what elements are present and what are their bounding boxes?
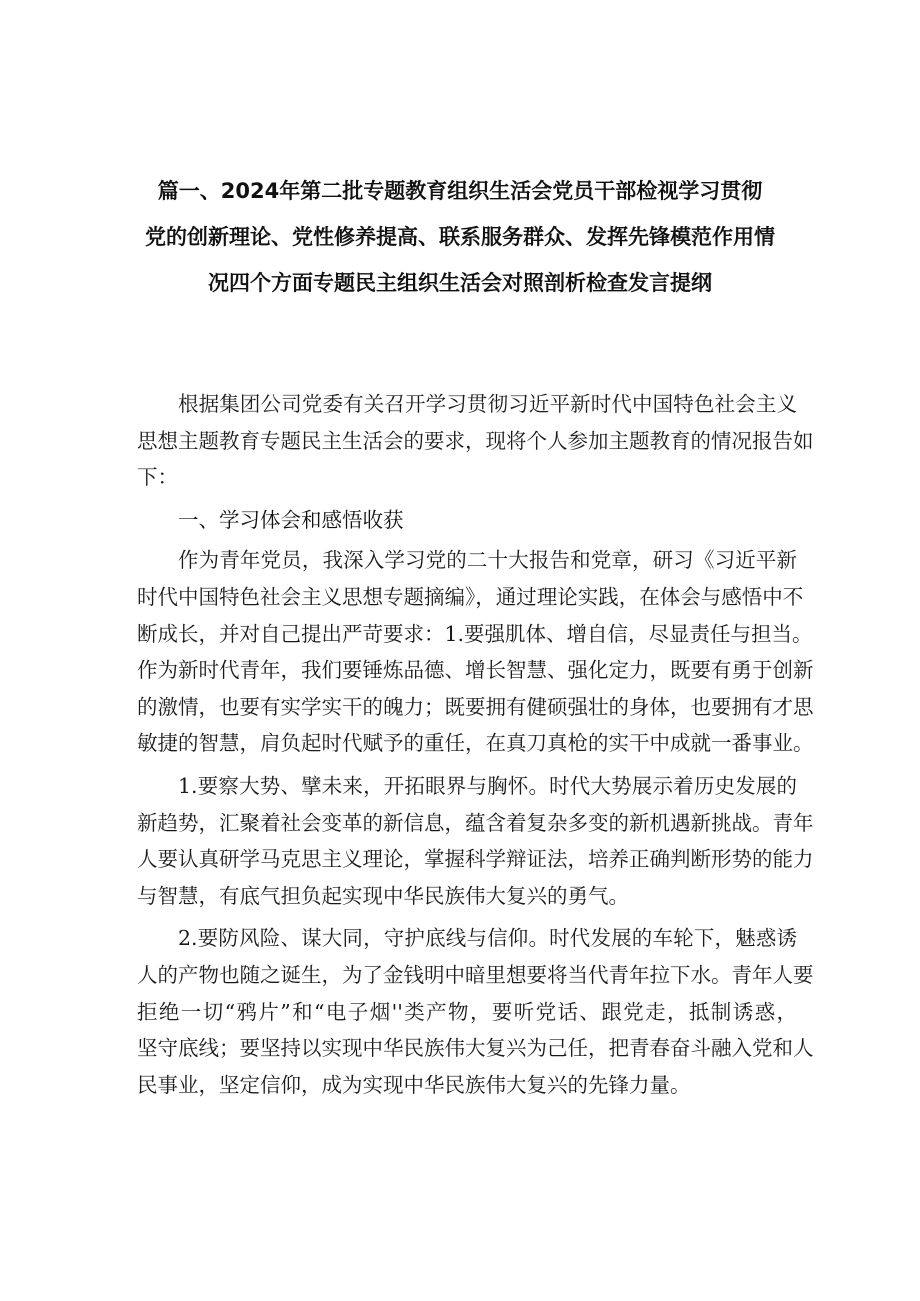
document-body (137, 386, 814, 1103)
paragraph-2-line-1: 1.要察大势、擘未来，开拓眼界与胸怀。时代大势展示着历史发展的 (178, 773, 797, 798)
intro-line-1: 根据集团公司党委有关召开学习贯彻习近平新时代中国特色社会主义 (178, 392, 797, 416)
paragraph-3-line-1: 2.要防风险、谋大同，守护底线与信仰。时代发展的车轮下，魅惑诱 (178, 926, 797, 951)
paragraph-1-line-1: 作为青年党员，我深入学习党的二十大报告和党章，研习《习近平新 (178, 548, 797, 573)
title-line-3: 况四个方面专题民主组织生活会对照剖析检查发言提纲 (208, 271, 712, 295)
paragraph-1-line-5: 的激情，也要有实学实干的魄力；既要拥有健硕强壮的身体，也要拥有才思 (137, 694, 814, 719)
paragraph-1-line-4: 作为新时代青年，我们要锤炼品德、增长智慧、强化定力，既要有勇于创新 (137, 658, 814, 683)
paragraph-1-line-6: 敏捷的智慧，肩负起时代赋予的重任，在真刀真枪的实干中成就一番事业。 (137, 731, 814, 756)
paragraph-1 (137, 542, 814, 762)
intro-line-2: 思想主题教育专题民主生活会的要求，现将个人参加主题教育的情况报告如 (137, 428, 814, 453)
paragraph-3-line-5: 民事业，坚定信仰，成为实现中华民族伟大复兴的先锋力量。 (137, 1072, 691, 1097)
paragraph-1-line-3: 断成长，并对自己提出严苛要求：1.要强肌体、增自信，尽显责任与担当。 (137, 621, 813, 646)
paragraph-2 (137, 768, 814, 914)
title-line-1: 篇一、2024年第二批专题教育组织生活会党员干部检视学习贯彻 (157, 179, 763, 203)
paragraph-3 (137, 920, 814, 1103)
paragraph-2-line-4: 与智慧，有底气担负起实现中华民族伟大复兴的勇气。 (137, 883, 629, 908)
paragraph-3-line-3: 拒绝一切“鸦片”和“电子烟''类产物，要听党话、跟党走，抵制诱惑， (137, 999, 797, 1024)
paragraph-2-line-2: 新趋势，汇聚着社会变革的新信息，蕴含着复杂多变的新机遇新挑战。青年 (137, 810, 814, 835)
section-heading-1: 一、学习体会和感悟收获 (178, 507, 404, 532)
title-line-2: 党的创新理论、党性修养提高、联系服务群众、发挥先锋模范作用情 (145, 225, 775, 249)
paragraph-3-line-4: 坚守底线；要坚持以实现中华民族伟大复兴为己任，把青春奋斗融入党和人 (137, 1036, 814, 1061)
intro-paragraph (137, 386, 814, 496)
paragraph-2-line-3: 人要认真研学马克思主义理论，掌握科学辩证法，培养正确判断形势的能力 (137, 847, 814, 872)
paragraph-1-line-2: 时代中国特色社会主义思想专题摘编》，通过理论实践，在体会与感悟中不 (137, 584, 804, 609)
document-title (130, 168, 790, 306)
intro-line-3: 下： (137, 465, 178, 490)
paragraph-3-line-2: 人的产物也随之诞生，为了金钱明中暗里想要将当代青年拉下水。青年人要 (137, 962, 814, 987)
